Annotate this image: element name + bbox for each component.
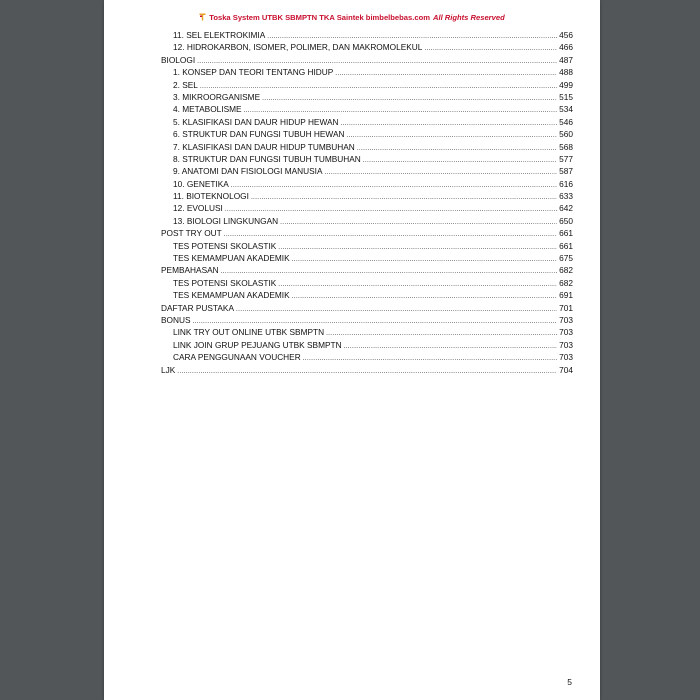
toc-entry[interactable]: [161, 29, 573, 41]
toc-leader-dots: [177, 364, 557, 378]
toc-entry[interactable]: [161, 240, 573, 252]
toc-entry-page: 488: [559, 67, 573, 78]
toc-entry-page: 487: [559, 54, 573, 65]
toc-entry-title: DAFTAR PUSTAKA: [161, 302, 234, 313]
toc-entry-page: 499: [559, 79, 573, 90]
table-of-contents: [161, 29, 573, 376]
toc-entry[interactable]: [161, 252, 573, 264]
toc-entry-page: 577: [559, 153, 573, 164]
toc-entry[interactable]: [161, 54, 573, 66]
toc-entry-page: 682: [559, 277, 573, 288]
toc-entry[interactable]: [161, 178, 573, 190]
page-header: [104, 13, 600, 22]
toc-entry-page: 534: [559, 104, 573, 115]
toc-entry-title: 6. STRUKTUR DAN FUNGSI TUBUH HEWAN: [173, 129, 345, 140]
toc-entry-title: 12. HIDROKARBON, ISOMER, POLIMER, DAN MAKROMOLEKUL: [173, 42, 423, 53]
toc-entry-title: LINK JOIN GRUP PEJUANG UTBK SBMPTN: [173, 339, 342, 350]
toc-entry[interactable]: [161, 264, 573, 276]
toc-entry[interactable]: [161, 339, 573, 351]
toc-entry[interactable]: [161, 103, 573, 115]
toc-entry[interactable]: [161, 141, 573, 153]
toc-entry[interactable]: [161, 116, 573, 128]
toc-entry-title: TES KEMAMPUAN AKADEMIK: [173, 290, 290, 301]
toc-entry-title: 12. EVOLUSI: [173, 203, 223, 214]
toc-entry[interactable]: [161, 190, 573, 202]
page-number: 5: [567, 677, 572, 687]
toc-entry[interactable]: [161, 314, 573, 326]
toc-entry-title: 11. SEL ELEKTROKIMIA: [173, 30, 266, 40]
toc-entry[interactable]: [161, 277, 573, 289]
toc-entry-page: 675: [559, 253, 573, 264]
document-page: [104, 0, 600, 700]
toc-entry-page: 661: [559, 228, 573, 239]
toc-entry[interactable]: [161, 128, 573, 140]
toc-entry-title: TES POTENSI SKOLASTIK: [173, 240, 277, 251]
toc-entry-title: 13. BIOLOGI LINGKUNGAN: [173, 215, 279, 226]
toc-entry-title: 5. KLASIFIKASI DAN DAUR HIDUP HEWAN: [173, 116, 339, 127]
toc-entry-title: TES POTENSI SKOLASTIK: [173, 277, 277, 288]
toc-entry-title: 3. MIKROORGANISME: [173, 91, 261, 102]
toc-entry[interactable]: [161, 227, 573, 239]
toc-entry[interactable]: [161, 326, 573, 338]
toc-entry-title: LINK TRY OUT ONLINE UTBK SBMPTN: [173, 327, 325, 338]
toc-entry-page: 661: [559, 240, 573, 251]
toc-entry-title: PEMBAHASAN: [161, 265, 219, 276]
toc-entry-title: TES KEMAMPUAN AKADEMIK: [173, 253, 290, 264]
toc-entry[interactable]: [161, 302, 573, 314]
toc-entry[interactable]: [161, 79, 573, 91]
toc-entry-title: 4. METABOLISME: [173, 104, 242, 115]
toc-entry-title: BIOLOGI: [161, 54, 196, 65]
toc-entry-page: 560: [559, 129, 573, 140]
toc-entry-page: 703: [559, 339, 573, 350]
toc-entry-page: 587: [559, 166, 573, 177]
toc-entry-page: 703: [559, 352, 573, 363]
toc-entry-title: 8. STRUKTUR DAN FUNGSI TUBUH TUMBUHAN: [173, 153, 361, 164]
toc-entry-page: 456: [559, 30, 573, 40]
toc-entry-page: 703: [559, 327, 573, 338]
toc-entry-title: 1. KONSEP DAN TEORI TENTANG HIDUP: [173, 67, 334, 78]
toc-entry-title: 11. BIOTEKNOLOGI: [173, 191, 249, 202]
toc-entry-page: 701: [559, 302, 573, 313]
toc-entry-page: 616: [559, 178, 573, 189]
toc-entry-page: 682: [559, 265, 573, 276]
toc-entry[interactable]: [161, 364, 573, 376]
toc-entry[interactable]: [161, 153, 573, 165]
toc-entry-title: 7. KLASIFIKASI DAN DAUR HIDUP TUMBUHAN: [173, 141, 355, 152]
toc-entry[interactable]: [161, 66, 573, 78]
toc-entry[interactable]: [161, 289, 573, 301]
toc-entry-page: 642: [559, 203, 573, 214]
toc-entry-title: 9. ANATOMI DAN FISIOLOGI MANUSIA: [173, 166, 323, 177]
toc-entry-page: 568: [559, 141, 573, 152]
toc-entry-page: 650: [559, 215, 573, 226]
toc-entry[interactable]: [161, 202, 573, 214]
toska-logo-icon: [199, 13, 206, 21]
toc-entry-page: 466: [559, 42, 573, 53]
toc-entry[interactable]: [161, 351, 573, 363]
toc-entry-page: 703: [559, 314, 573, 325]
toc-entry-page: 515: [559, 91, 573, 102]
toc-entry-page: 704: [559, 364, 573, 375]
toc-entry[interactable]: [161, 215, 573, 227]
toc-entry-page: 633: [559, 191, 573, 202]
toc-entry[interactable]: [161, 91, 573, 103]
toc-entry-title: 2. SEL: [173, 79, 198, 90]
toc-entry-title: 10. GENETIKA: [173, 178, 229, 189]
toc-entry-title: CARA PENGGUNAAN VOUCHER: [173, 352, 301, 363]
header-rights: All Rights Reserved: [432, 13, 505, 22]
toc-entry-page: 546: [559, 116, 573, 127]
header-brand: Toska System UTBK SBMPTN TKA Saintek bimbelbebas.com: [209, 13, 430, 22]
toc-entry-title: LJK: [161, 364, 176, 375]
toc-entry-title: BONUS: [161, 314, 191, 325]
toc-entry-title: POST TRY OUT: [161, 228, 222, 239]
toc-entry[interactable]: [161, 165, 573, 177]
toc-entry[interactable]: [161, 41, 573, 53]
toc-entry-page: 691: [559, 290, 573, 301]
